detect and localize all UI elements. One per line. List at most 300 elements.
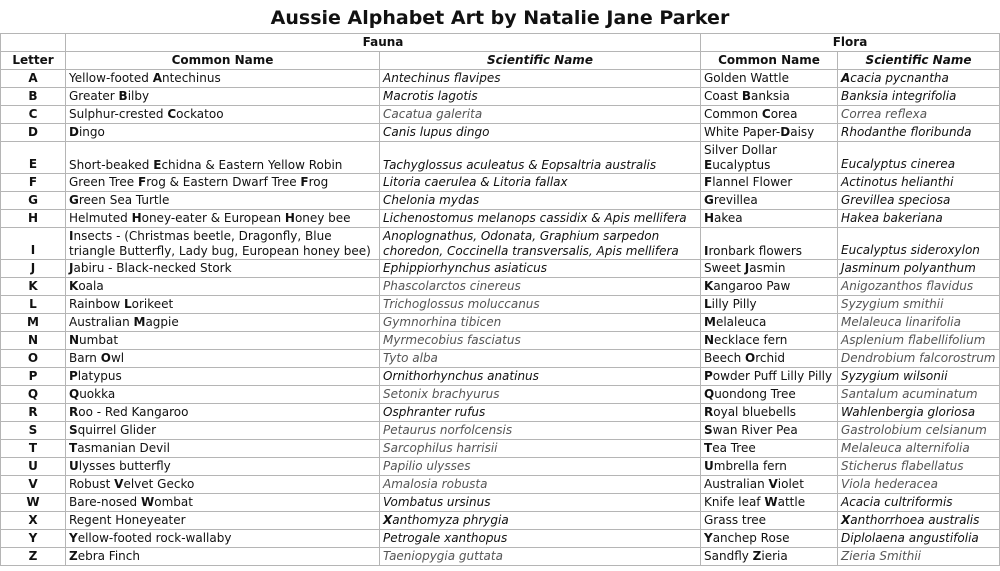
highlight-letter: J bbox=[744, 261, 750, 275]
flora-common-name-cell bbox=[701, 548, 838, 566]
text-segment: uokka bbox=[79, 387, 116, 401]
flora-scientific-name-cell bbox=[838, 512, 1000, 530]
text-segment: anksia bbox=[751, 89, 790, 103]
fauna-common-name-cell bbox=[66, 404, 380, 422]
table-row bbox=[1, 476, 1000, 494]
table-row bbox=[1, 88, 1000, 106]
text-segment: Correa reflexa bbox=[841, 107, 928, 121]
text-segment: abiru - Black-necked Stork bbox=[73, 261, 232, 275]
highlight-letter: P bbox=[69, 369, 78, 383]
fauna-common-name-cell bbox=[66, 512, 380, 530]
highlight-letter: G bbox=[704, 193, 714, 207]
text-segment: angaroo Paw bbox=[713, 279, 791, 293]
fauna-scientific-name-cell: Litoria caerulea & Litoria fallax bbox=[380, 174, 701, 192]
highlight-letter: M bbox=[704, 315, 716, 329]
text-segment: ingo bbox=[78, 125, 105, 139]
text-segment: oo - Red Kangaroo bbox=[78, 405, 189, 419]
text-segment: ombat bbox=[154, 495, 193, 509]
highlight-letter: Y bbox=[69, 531, 78, 545]
flora-scientific-name-cell bbox=[838, 142, 1000, 174]
text-segment: Coast bbox=[704, 89, 742, 103]
highlight-letter: X bbox=[841, 513, 851, 527]
flora-common-name-cell bbox=[701, 142, 838, 174]
text-segment: asmanian Devil bbox=[77, 441, 170, 455]
fauna-common-name-cell bbox=[66, 314, 380, 332]
fauna-common-name-cell bbox=[66, 228, 380, 260]
fauna-scientific-name-cell: Gymnorhina tibicen bbox=[380, 314, 701, 332]
text-segment: wan River Pea bbox=[712, 423, 798, 437]
letter-cell: G bbox=[1, 192, 66, 210]
text-segment: Greater bbox=[69, 89, 119, 103]
text-segment: Diplolaena angustifolia bbox=[841, 531, 979, 545]
fauna-common-name-cell bbox=[66, 476, 380, 494]
flora-common-name-cell bbox=[701, 476, 838, 494]
flora-scientific-name-cell bbox=[838, 530, 1000, 548]
text-segment: orea bbox=[770, 107, 798, 121]
text-segment: Melaleuca alternifolia bbox=[841, 441, 970, 455]
text-segment: Short-beaked bbox=[69, 158, 154, 172]
highlight-letter: W bbox=[140, 495, 155, 509]
flora-scientific-name-cell bbox=[838, 278, 1000, 296]
text-segment: Green Tree bbox=[69, 175, 138, 189]
flora-common-name-cell bbox=[701, 296, 838, 314]
flora-scientific-name-cell bbox=[838, 386, 1000, 404]
letter-cell: V bbox=[1, 476, 66, 494]
table-row bbox=[1, 296, 1000, 314]
text-segment: chidna & Eastern Yellow Robin bbox=[161, 158, 343, 172]
flora-scientific-name-header: Scientific Name bbox=[838, 52, 1000, 70]
highlight-letter: H bbox=[704, 211, 715, 225]
fauna-common-name-cell bbox=[66, 88, 380, 106]
text-segment: lysses butterfly bbox=[78, 459, 171, 473]
text-segment: ecklace fern bbox=[714, 333, 788, 347]
text-segment: Actinotus helianthi bbox=[841, 175, 954, 189]
fauna-common-name-cell bbox=[66, 174, 380, 192]
table-row bbox=[1, 350, 1000, 368]
flora-scientific-name-cell bbox=[838, 88, 1000, 106]
text-segment: Acacia cultriformis bbox=[841, 495, 953, 509]
table-row bbox=[1, 386, 1000, 404]
column-header-row bbox=[1, 52, 1000, 70]
text-segment: Helmuted bbox=[69, 211, 132, 225]
text-segment: Viola hederacea bbox=[841, 477, 938, 491]
letter-cell: N bbox=[1, 332, 66, 350]
text-segment: lannel Flower bbox=[712, 175, 793, 189]
fauna-scientific-name-cell bbox=[380, 512, 701, 530]
highlight-letter: L bbox=[704, 297, 712, 311]
letter-cell: B bbox=[1, 88, 66, 106]
flora-scientific-name-cell bbox=[838, 440, 1000, 458]
text-segment: anthorrhoea australis bbox=[850, 513, 980, 527]
text-segment: ilby bbox=[127, 89, 150, 103]
highlight-letter: E bbox=[153, 158, 162, 172]
fauna-common-name-cell bbox=[66, 142, 380, 174]
fauna-common-name-cell bbox=[66, 386, 380, 404]
fauna-scientific-name-cell: Setonix brachyurus bbox=[380, 386, 701, 404]
text-segment: mbrella fern bbox=[713, 459, 787, 473]
text-segment: agpie bbox=[145, 315, 179, 329]
flora-common-name-cell bbox=[701, 70, 838, 88]
flora-common-name-cell bbox=[701, 530, 838, 548]
flora-scientific-name-cell bbox=[838, 458, 1000, 476]
fauna-scientific-name-cell: Phascolarctos cinereus bbox=[380, 278, 701, 296]
letter-cell: X bbox=[1, 512, 66, 530]
flora-common-name-cell bbox=[701, 278, 838, 296]
letter-cell: E bbox=[1, 142, 66, 174]
flora-scientific-name-cell bbox=[838, 422, 1000, 440]
blank-header bbox=[1, 34, 66, 52]
fauna-scientific-name-cell: Ornithorhynchus anatinus bbox=[380, 368, 701, 386]
table-row bbox=[1, 368, 1000, 386]
highlight-letter: O bbox=[745, 351, 756, 365]
highlight-letter: P bbox=[704, 369, 713, 383]
highlight-letter: D bbox=[780, 125, 791, 139]
table-row bbox=[1, 278, 1000, 296]
highlight-letter: Z bbox=[752, 549, 762, 563]
highlight-letter: O bbox=[100, 351, 111, 365]
fauna-scientific-name-cell: Papilio ulysses bbox=[380, 458, 701, 476]
text-segment: Asplenium flabellifolium bbox=[841, 333, 986, 347]
highlight-letter: D bbox=[69, 125, 79, 139]
table-row bbox=[1, 512, 1000, 530]
table-row bbox=[1, 332, 1000, 350]
fauna-scientific-name-cell: Tyto alba bbox=[380, 350, 701, 368]
fauna-scientific-name-cell: Myrmecobius fasciatus bbox=[380, 332, 701, 350]
text-segment: Rainbow bbox=[69, 297, 124, 311]
flora-scientific-name-cell bbox=[838, 332, 1000, 350]
fauna-common-name-cell bbox=[66, 296, 380, 314]
flora-scientific-name-cell bbox=[838, 548, 1000, 566]
letter-cell: L bbox=[1, 296, 66, 314]
letter-cell: C bbox=[1, 106, 66, 124]
text-segment: ronbark flowers bbox=[708, 244, 803, 258]
text-segment: Regent Honeyeater bbox=[69, 513, 186, 527]
flora-common-name-header: Common Name bbox=[701, 52, 838, 70]
fauna-common-name-cell bbox=[66, 458, 380, 476]
highlight-letter: X bbox=[383, 513, 393, 527]
table-row bbox=[1, 106, 1000, 124]
text-segment: Hakea bakeriana bbox=[841, 211, 943, 225]
table-row bbox=[1, 530, 1000, 548]
highlight-letter: F bbox=[704, 175, 713, 189]
fauna-common-name-cell bbox=[66, 368, 380, 386]
text-segment: Gastrolobium celsianum bbox=[841, 423, 987, 437]
flora-scientific-name-cell bbox=[838, 296, 1000, 314]
text-segment: rchid bbox=[755, 351, 786, 365]
highlight-letter: J bbox=[69, 261, 74, 275]
flora-common-name-cell bbox=[701, 512, 838, 530]
flora-common-name-cell bbox=[701, 494, 838, 512]
fauna-group-header: Fauna bbox=[66, 34, 701, 52]
text-segment: oney bee bbox=[294, 211, 351, 225]
letter-cell: Z bbox=[1, 548, 66, 566]
text-segment: Silver Dollar bbox=[704, 143, 778, 157]
flora-scientific-name-cell bbox=[838, 476, 1000, 494]
highlight-letter: T bbox=[69, 441, 78, 455]
flora-common-name-cell bbox=[701, 192, 838, 210]
text-segment: wl bbox=[110, 351, 125, 365]
text-segment: Sulphur-crested bbox=[69, 107, 168, 121]
letter-column-header: Letter bbox=[1, 52, 66, 70]
text-segment: Knife leaf bbox=[704, 495, 765, 509]
fauna-common-name-cell bbox=[66, 70, 380, 88]
highlight-letter: Q bbox=[704, 387, 715, 401]
highlight-letter: N bbox=[704, 333, 715, 347]
text-segment: anthomyza phrygia bbox=[392, 513, 509, 527]
flora-common-name-cell bbox=[701, 88, 838, 106]
text-segment: reen Sea Turtle bbox=[78, 193, 170, 207]
table-row bbox=[1, 440, 1000, 458]
fauna-common-name-cell bbox=[66, 124, 380, 142]
flora-common-name-cell bbox=[701, 332, 838, 350]
table-row bbox=[1, 314, 1000, 332]
letter-cell: R bbox=[1, 404, 66, 422]
fauna-scientific-name-cell: Cacatua galerita bbox=[380, 106, 701, 124]
text-segment: oyal bluebells bbox=[713, 405, 797, 419]
flora-common-name-cell bbox=[701, 106, 838, 124]
text-segment: Grevillea speciosa bbox=[841, 193, 951, 207]
flora-common-name-cell bbox=[701, 458, 838, 476]
fauna-scientific-name-cell: Amalosia robusta bbox=[380, 476, 701, 494]
text-segment: Beech bbox=[704, 351, 746, 365]
fauna-scientific-name-cell: Trichoglossus moluccanus bbox=[380, 296, 701, 314]
text-segment: Australian bbox=[704, 477, 769, 491]
text-segment: Anigozanthos flavidus bbox=[841, 279, 974, 293]
fauna-common-name-cell bbox=[66, 494, 380, 512]
table-row bbox=[1, 422, 1000, 440]
text-segment: Sweet bbox=[704, 261, 745, 275]
text-segment: rog & Eastern Dwarf Tree bbox=[146, 175, 301, 189]
flora-scientific-name-cell bbox=[838, 70, 1000, 88]
letter-cell: D bbox=[1, 124, 66, 142]
highlight-letter: R bbox=[69, 405, 79, 419]
text-segment: cacia pycnantha bbox=[850, 71, 949, 85]
fauna-common-name-cell bbox=[66, 106, 380, 124]
text-segment: oney-eater & European bbox=[141, 211, 285, 225]
flora-scientific-name-cell bbox=[838, 368, 1000, 386]
flora-common-name-cell bbox=[701, 440, 838, 458]
fauna-scientific-name-cell: Osphranter rufus bbox=[380, 404, 701, 422]
fauna-scientific-name-cell: Petrogale xanthopus bbox=[380, 530, 701, 548]
highlight-letter: N bbox=[69, 333, 80, 347]
fauna-common-name-cell bbox=[66, 210, 380, 228]
table-row bbox=[1, 548, 1000, 566]
fauna-scientific-name-cell: Tachyglossus aculeatus & Eopsaltria australis bbox=[380, 142, 701, 174]
flora-common-name-cell bbox=[701, 228, 838, 260]
text-segment: Jasminum polyanthum bbox=[841, 261, 976, 275]
flora-common-name-cell bbox=[701, 124, 838, 142]
text-segment: Grass tree bbox=[704, 513, 767, 527]
text-segment: ea Tree bbox=[712, 441, 756, 455]
highlight-letter: A bbox=[841, 71, 851, 85]
text-segment: Robust bbox=[69, 477, 115, 491]
table-body bbox=[1, 70, 1000, 566]
letter-cell: A bbox=[1, 70, 66, 88]
text-segment: Wahlenbergia gloriosa bbox=[841, 405, 976, 419]
text-segment: Melaleuca linarifolia bbox=[841, 315, 961, 329]
fauna-common-name-cell bbox=[66, 332, 380, 350]
group-header-row bbox=[1, 34, 1000, 52]
highlight-letter: I bbox=[704, 244, 709, 258]
flora-common-name-cell bbox=[701, 174, 838, 192]
flora-group-header: Flora bbox=[701, 34, 1000, 52]
text-segment: Bare-nosed bbox=[69, 495, 141, 509]
flora-common-name-cell bbox=[701, 422, 838, 440]
highlight-letter: B bbox=[118, 89, 128, 103]
highlight-letter: L bbox=[123, 297, 132, 311]
highlight-letter: V bbox=[114, 477, 124, 491]
highlight-letter: F bbox=[137, 175, 147, 189]
page-title: Aussie Alphabet Art by Natalie Jane Parker bbox=[270, 7, 730, 29]
text-segment: Sticherus flabellatus bbox=[841, 459, 964, 473]
flora-scientific-name-cell bbox=[838, 192, 1000, 210]
letter-cell: S bbox=[1, 422, 66, 440]
letter-cell: T bbox=[1, 440, 66, 458]
letter-cell: P bbox=[1, 368, 66, 386]
highlight-letter: K bbox=[69, 279, 79, 293]
flora-scientific-name-cell bbox=[838, 404, 1000, 422]
text-segment: Syzygium smithii bbox=[841, 297, 944, 311]
highlight-letter: S bbox=[69, 423, 78, 437]
flora-scientific-name-cell bbox=[838, 174, 1000, 192]
flora-scientific-name-cell bbox=[838, 350, 1000, 368]
highlight-letter: U bbox=[704, 459, 714, 473]
flora-common-name-cell bbox=[701, 350, 838, 368]
highlight-letter: C bbox=[167, 107, 177, 121]
text-segment: Rhodanthe floribunda bbox=[841, 125, 972, 139]
text-segment: quirrel Glider bbox=[77, 423, 157, 437]
highlight-letter: V bbox=[768, 477, 778, 491]
highlight-letter: Y bbox=[704, 531, 713, 545]
highlight-letter: B bbox=[741, 89, 752, 103]
table-row bbox=[1, 494, 1000, 512]
highlight-letter: A bbox=[152, 71, 162, 85]
text-segment: iolet bbox=[777, 477, 804, 491]
highlight-letter: I bbox=[69, 229, 74, 243]
fauna-scientific-name-cell: Vombatus ursinus bbox=[380, 494, 701, 512]
fauna-scientific-name-header: Scientific Name bbox=[380, 52, 701, 70]
highlight-letter: H bbox=[131, 211, 142, 225]
text-segment: Yellow-footed bbox=[69, 71, 153, 85]
highlight-letter: W bbox=[764, 495, 778, 509]
text-segment: Common bbox=[704, 107, 762, 121]
fauna-scientific-name-cell: Antechinus flavipes bbox=[380, 70, 701, 88]
fauna-scientific-name-cell: Macrotis lagotis bbox=[380, 88, 701, 106]
fauna-common-name-cell bbox=[66, 422, 380, 440]
fauna-scientific-name-cell: Taeniopygia guttata bbox=[380, 548, 701, 566]
highlight-letter: U bbox=[69, 459, 79, 473]
text-segment: White Paper- bbox=[704, 125, 781, 139]
highlight-letter: S bbox=[704, 423, 713, 437]
fauna-common-name-cell bbox=[66, 350, 380, 368]
table-row bbox=[1, 174, 1000, 192]
text-segment: Eucalyptus sideroxylon bbox=[841, 243, 980, 257]
letter-cell: Y bbox=[1, 530, 66, 548]
text-segment: akea bbox=[714, 211, 743, 225]
table-row bbox=[1, 210, 1000, 228]
text-segment: uondong Tree bbox=[714, 387, 796, 401]
text-segment: rog bbox=[308, 175, 329, 189]
fauna-common-name-header: Common Name bbox=[66, 52, 380, 70]
highlight-letter: E bbox=[704, 158, 713, 172]
flora-scientific-name-cell bbox=[838, 260, 1000, 278]
table-row bbox=[1, 260, 1000, 278]
letter-cell: M bbox=[1, 314, 66, 332]
text-segment: Santalum acuminatum bbox=[841, 387, 978, 401]
fauna-common-name-cell bbox=[66, 440, 380, 458]
flora-scientific-name-cell bbox=[838, 314, 1000, 332]
text-segment: ebra Finch bbox=[77, 549, 140, 563]
fauna-common-name-cell bbox=[66, 260, 380, 278]
text-segment: Australian bbox=[69, 315, 134, 329]
text-segment: asmin bbox=[749, 261, 786, 275]
letter-cell: W bbox=[1, 494, 66, 512]
text-segment: Banksia integrifolia bbox=[841, 89, 957, 103]
table-row bbox=[1, 142, 1000, 174]
flora-scientific-name-cell bbox=[838, 124, 1000, 142]
text-segment: umbat bbox=[79, 333, 119, 347]
table-row bbox=[1, 124, 1000, 142]
flora-common-name-cell bbox=[701, 210, 838, 228]
flora-common-name-cell bbox=[701, 404, 838, 422]
text-segment: Dendrobium falcorostrum bbox=[841, 351, 996, 365]
flora-scientific-name-cell bbox=[838, 106, 1000, 124]
highlight-letter: F bbox=[300, 175, 309, 189]
table-row bbox=[1, 70, 1000, 88]
text-segment: ellow-footed rock-wallaby bbox=[77, 531, 232, 545]
letter-cell: J bbox=[1, 260, 66, 278]
text-segment: elvet Gecko bbox=[123, 477, 195, 491]
text-segment: Zieria Smithii bbox=[841, 549, 921, 563]
flora-scientific-name-cell bbox=[838, 494, 1000, 512]
text-segment: elaleuca bbox=[715, 315, 767, 329]
highlight-letter: M bbox=[133, 315, 146, 329]
highlight-letter: C bbox=[761, 107, 771, 121]
fauna-scientific-name-cell: Petaurus norfolcensis bbox=[380, 422, 701, 440]
text-segment: ockatoo bbox=[176, 107, 224, 121]
text-segment: Golden Wattle bbox=[704, 71, 789, 85]
highlight-letter: G bbox=[69, 193, 79, 207]
flora-scientific-name-cell bbox=[838, 228, 1000, 260]
fauna-common-name-cell bbox=[66, 530, 380, 548]
fauna-common-name-cell bbox=[66, 548, 380, 566]
letter-cell: H bbox=[1, 210, 66, 228]
highlight-letter: H bbox=[284, 211, 295, 225]
flora-common-name-cell bbox=[701, 314, 838, 332]
table-row bbox=[1, 404, 1000, 422]
highlight-letter: K bbox=[704, 279, 714, 293]
fauna-scientific-name-cell: Ephippiorhynchus asiaticus bbox=[380, 260, 701, 278]
table-row bbox=[1, 458, 1000, 476]
text-segment: aisy bbox=[790, 125, 815, 139]
letter-cell: U bbox=[1, 458, 66, 476]
text-segment: attle bbox=[777, 495, 806, 509]
flora-common-name-cell bbox=[701, 386, 838, 404]
text-segment: latypus bbox=[77, 369, 122, 383]
flora-common-name-cell bbox=[701, 368, 838, 386]
letter-cell: F bbox=[1, 174, 66, 192]
text-segment: Barn bbox=[69, 351, 101, 365]
letter-cell: Q bbox=[1, 386, 66, 404]
text-segment: Syzygium wilsonii bbox=[841, 369, 948, 383]
text-segment: oala bbox=[78, 279, 104, 293]
text-segment: anchep Rose bbox=[712, 531, 790, 545]
text-segment: Sandfly bbox=[704, 549, 753, 563]
text-segment: owder Puff Lilly Pilly bbox=[712, 369, 833, 383]
table-row bbox=[1, 228, 1000, 260]
text-segment: orikeet bbox=[131, 297, 174, 311]
fauna-common-name-cell bbox=[66, 278, 380, 296]
